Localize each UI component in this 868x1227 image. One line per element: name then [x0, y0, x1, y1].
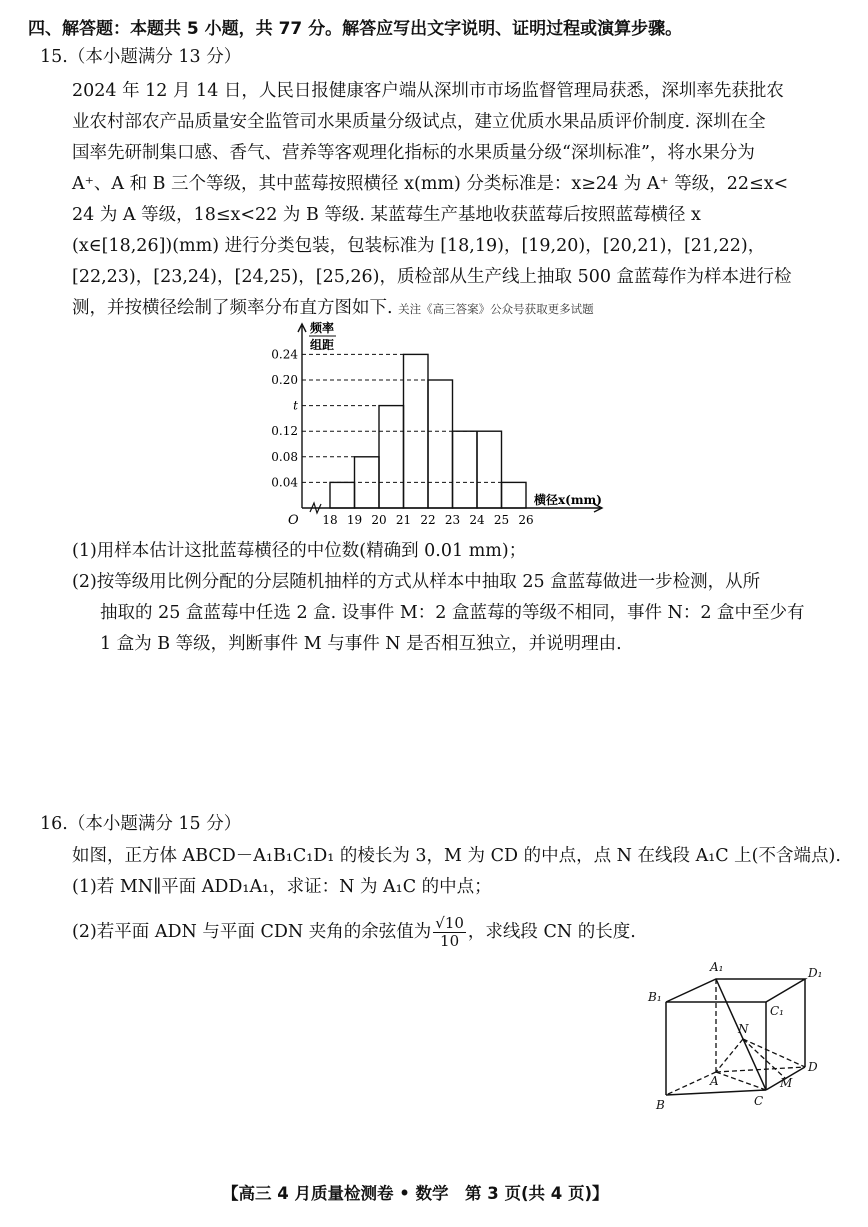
stem-line: 24 为 A 等级，18≤x<22 为 B 等级. 某蓝莓生产基地收获蓝莓后按照蓝莓横径 x — [72, 205, 701, 225]
axis-break-mark — [310, 503, 321, 513]
y-tick-label: 0.24 — [271, 347, 298, 362]
vertex-label-d1: D₁ — [808, 966, 823, 980]
q16-sub1: (1)若 MN∥平面 ADD₁A₁，求证：N 为 A₁C 的中点； — [72, 877, 492, 897]
frequency-histogram — [262, 318, 622, 530]
stem-line-text: 测，并按横径绘制了频率分布直方图如下. — [72, 298, 393, 318]
histogram-bar — [379, 406, 404, 508]
cube-figure — [640, 955, 840, 1115]
histogram-bar — [502, 482, 527, 508]
histogram-labels — [271, 320, 602, 528]
y-tick-label: 0.20 — [271, 373, 298, 387]
x-tick-label: 23 — [444, 513, 461, 527]
q15-sub2-line: (2)按等级用比例分配的分层随机抽样的方式从样本中抽取 25 盒蓝莓做进一步检测，从所 — [72, 572, 761, 592]
vertex-label-d: D — [808, 1060, 818, 1074]
question-16-label: 16.（本小题满分 15 分） — [40, 814, 242, 834]
page-footer: 【高三 4 月质量检测卷 • 数学 第 3 页(共 4 页)】 — [222, 1184, 609, 1203]
x-tick-label: 18 — [322, 513, 338, 527]
y-tick-label: 0.04 — [271, 475, 298, 490]
q15-sub1: (1)用样本估计这批蓝莓横径的中位数(精确到 0.01 mm)； — [72, 541, 527, 561]
vertex-label-b: B — [656, 1098, 665, 1112]
q16-sub2-text-end: ，求线段 CN 的长度. — [467, 922, 636, 942]
y-axis-label-denominator: 组距 — [310, 338, 335, 352]
stem-line: A⁺、A 和 B 三个等级，其中蓝莓按照横径 x(mm) 分类标准是：x≥24 为 A⁺ 等级，22≤x< — [72, 174, 789, 194]
x-tick-label: 21 — [395, 513, 412, 527]
cosine-fraction — [433, 915, 466, 950]
y-tick-label: 0.08 — [271, 449, 298, 464]
question-15-label: 15.（本小题满分 13 分） — [40, 47, 242, 67]
x-tick-label: 19 — [346, 513, 363, 527]
cube-vertex-labels — [647, 960, 822, 1112]
stem-line: [22,23)，[23,24)，[24,25)，[25,26)，质检部从生产线上抽取 500 盒蓝莓作为样本进行检 — [72, 267, 792, 287]
stem-line: 业农村部农产品质量安全监管司水果质量分级试点，建立优质水果品质评价制度. 深圳在全 — [72, 112, 766, 132]
section-heading: 四、解答题：本题共 5 小题，共 77 分。解答应写出文字说明、证明过程或演算步骤。 — [28, 19, 683, 39]
vertex-label-c: C — [754, 1094, 764, 1108]
x-tick-label: 22 — [420, 513, 436, 527]
point-label-n: N — [738, 1022, 749, 1036]
y-axis-label-numerator: 频率 — [310, 321, 335, 335]
y-tick-label: t — [293, 398, 298, 413]
vertex-label-a1: A₁ — [710, 960, 724, 974]
fraction-denominator: 10 — [440, 932, 460, 950]
q16-sub2-text: (2)若平面 ADN 与平面 CDN 夹角的余弦值为 — [72, 922, 432, 942]
vertex-label-c1: C₁ — [770, 1004, 784, 1018]
q15-sub2-line: 抽取的 25 盒蓝莓中任选 2 盒. 设事件 M：2 盒蓝莓的等级不相同，事件 N：2 盒中至少有 — [100, 603, 805, 623]
x-tick-label: 26 — [518, 513, 534, 527]
x-tick-label: 24 — [469, 513, 485, 527]
x-tick-label: 25 — [493, 513, 510, 527]
q16-sub2 — [72, 915, 636, 950]
origin-label: O — [288, 513, 299, 528]
fraction-numerator: √10 — [435, 914, 464, 932]
stem-line: 2024 年 12 月 14 日，人民日报健康客户端从深圳市市场监督管理局获悉，深圳率先获批农 — [72, 81, 784, 101]
y-tick-label: 0.12 — [271, 424, 298, 439]
stem-line: (x∈[18,26])(mm) 进行分类包装，包装标准为 [18,19)，[19,20)，[20,21)，[21,22)， — [72, 236, 766, 256]
watermark-note: 关注《高三答案》公众号获取更多试题 — [398, 302, 594, 316]
point-label-m: M — [780, 1076, 793, 1090]
vertex-label-a: A — [710, 1074, 719, 1088]
stem-line-last — [72, 297, 594, 320]
histogram-bar — [428, 380, 453, 508]
histogram-bar — [453, 431, 478, 508]
question-16-stem: 如图，正方体 ABCD－A₁B₁C₁D₁ 的棱长为 3，M 为 CD 的中点，点 N 在线段 A₁C 上(不含端点). — [72, 846, 841, 866]
q15-sub2-line: 1 盒为 B 等级，判断事件 M 与事件 N 是否相互独立，并说明理由. — [100, 634, 622, 654]
x-axis-label: 横径x(mm) — [534, 493, 602, 507]
histogram-bar — [330, 482, 355, 508]
stem-line: 国率先研制集口感、香气、营养等客观理化指标的水果质量分级“深圳标准”，将水果分为 — [72, 143, 755, 163]
vertex-label-b1: B₁ — [648, 990, 662, 1004]
x-tick-label: 20 — [371, 513, 387, 527]
histogram-axes — [298, 324, 602, 513]
histogram-bar — [477, 431, 502, 508]
